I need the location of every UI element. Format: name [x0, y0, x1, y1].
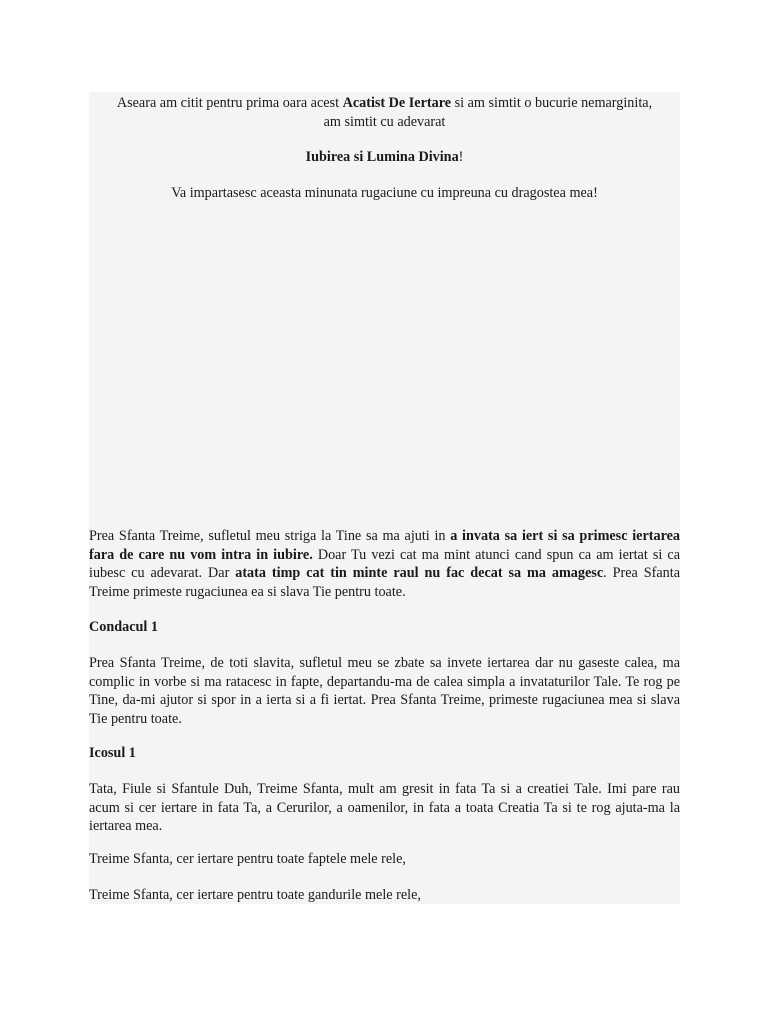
condac-heading-text: Condacul 1 [89, 619, 158, 635]
icos-line-1: Treime Sfanta, cer iertare pentru toate faptele mele rele, [89, 851, 406, 867]
icos-line-2: Treime Sfanta, cer iertare pentru toate gandurile mele rele, [89, 887, 421, 903]
share-line: Va impartasesc aceasta minunata rugaciune cu impreuna cu dragostea mea! [171, 185, 598, 201]
prayer-text-1: Prea Sfanta Treime, sufletul meu striga la Tine sa ma ajuti in [89, 528, 451, 544]
prayer-bold-2: atata timp cat tin minte raul nu fac decat sa ma amagesc [235, 565, 604, 582]
prayer-text-2: Doar Tu vezi cat ma mint atunci cand spun ca am iertat si ca iubesc cu adevarat. Dar [89, 546, 680, 582]
prayer-intro-paragraph [89, 527, 680, 601]
icos-heading [89, 744, 680, 763]
intro-text-line2: am simtit cu adevarat [323, 113, 446, 130]
divine-title-bold: Iubirea si Lumina Divina [305, 149, 459, 165]
intro-text-start: Aseara am citit pentru prima oara acest [116, 95, 343, 111]
condac-paragraph: Prea Sfanta Treime, de toti slavita, sufletul meu se zbate sa invete iertarea dar nu gaseste calea, ma complic in vorbe si ma ratacesc in fapte, departandu-ma de calea simpla a invataturilor Tale. Te rog pe Tine, da-mi ajutor si spor in a ierta si a fi iertat. Prea Sfanta Treime, primeste rugaciunea mea si slava Tie pentru toate. [89, 655, 680, 727]
intro-paragraph [89, 94, 680, 131]
condac-heading [89, 618, 680, 637]
icos-paragraph: Tata, Fiule si Sfantule Duh, Treime Sfanta, mult am gresit in fata Ta si a creatiei Tale. Imi pare rau acum si cer iertare in fata Ta, a Cerurilor, a oamenilor, in fata a toata Creatia Ta si te rog ajuta-ma la iertarea mea. [89, 781, 680, 835]
prayer-text-3: . Prea Sfanta Treime primeste rugaciunea ea si slava Tie pentru toate. [89, 565, 680, 600]
divine-title-mark: ! [458, 149, 464, 165]
icos-heading-text: Icosul 1 [89, 745, 136, 761]
acatist-title: Acatist De Iertare [342, 95, 452, 111]
prayer-bold-1: a invata sa iert si sa primesc iertarea fara de care nu vom intra in iubire. [89, 528, 681, 563]
divine-title [89, 148, 680, 167]
intro-text-end: si am simtit o bucurie nemarginita, [451, 95, 653, 111]
